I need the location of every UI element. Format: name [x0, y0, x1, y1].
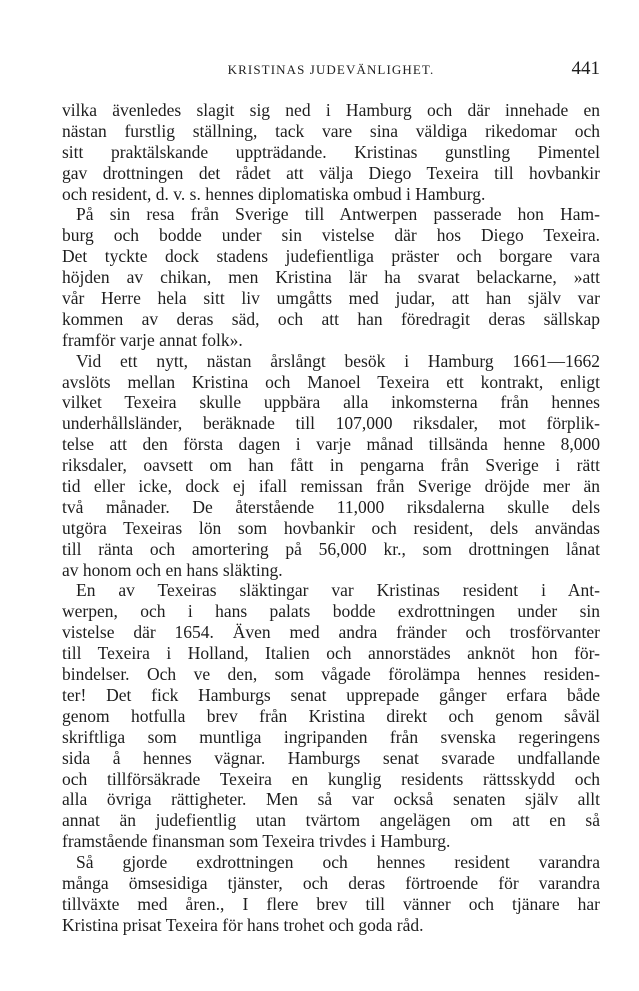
text-line: utgöra Texeiras lön som hovbankir och resident, dels användas [62, 517, 600, 538]
text-line: ter! Det fick Hamburgs senat upprepade gånger erfara både [62, 684, 600, 705]
page-header [62, 54, 600, 86]
text-line: nästan furstlig ställning, tack vare sina väldiga rikedomar och [62, 120, 600, 141]
text-line: skriftliga som muntliga ingripanden från svenska regeringens [62, 726, 600, 747]
text-line: och tillförsäkrade Texeira en kunglig residents rättsskydd och [62, 768, 600, 789]
text-line: telse att den första dagen i varje månad tillsända henne 8,000 [62, 434, 600, 455]
text-line: underhållsländer, beräknade till 107,000 riksdaler, mot förplik- [62, 413, 600, 434]
text-line: avslöts mellan Kristina och Manoel Texeira ett kontrakt, enligt [62, 371, 600, 392]
page-number: 441 [571, 58, 600, 79]
text-line: gav drottningen det rådet att välja Diego Texeira till hovbankir [62, 162, 600, 183]
text-line: sida å hennes vägnar. Hamburgs senat svarade undfallande [62, 747, 600, 768]
text-line: av honom och en hans släkting. [62, 559, 283, 580]
text-line: vistelse där 1654. Även med andra fränder och trosförvanter [62, 622, 600, 643]
text-line: Kristina prisat Texeira för hans trohet och goda råd. [62, 914, 424, 935]
text-line: tillväxte med åren., I flere brev till vänner och tjänare har [62, 893, 600, 914]
text-line: vilket Texeira skulle uppbära alla inkomsterna från hennes [62, 392, 600, 413]
text-line: många ömsesidiga tjänster, och deras förtroende för varandra [62, 872, 600, 893]
text-line: På sin resa från Sverige till Antwerpen passerade hon Ham- [76, 204, 600, 225]
text-line: vilka ävenledes slagit sig ned i Hamburg och där innehade en [62, 100, 600, 120]
text-line: framför varje annat folk». [62, 329, 243, 350]
text-line: En av Texeiras släktingar var Kristinas resident i Ant- [76, 580, 600, 601]
book-page [62, 54, 600, 936]
text-line: till ränta och amortering på 56,000 kr., som drottningen lånat [62, 538, 600, 559]
text-line: till Texeira i Holland, Italien och annorstädes anknöt hon för- [62, 643, 600, 664]
text-line: framstående finansman som Texeira trivdes i Hamburg. [62, 831, 451, 852]
text-line: sitt praktälskande uppträdande. Kristinas gunstling Pimentel [62, 141, 600, 162]
text-line: vår Herre hela sitt liv umgåtts med judar, att han själv var [62, 288, 600, 309]
text-line: genom hotfulla brev från Kristina direkt och genom såväl [62, 705, 600, 726]
text-line: tid eller icke, dock ej ifall remissan från Sverige dröjde mer än [62, 476, 600, 497]
text-line: höjden av chikan, men Kristina lär ha svarat belackarne, »att [62, 267, 600, 288]
text-line: alla övriga rättigheter. Men så var också senaten själv allt [62, 789, 600, 810]
text-line: bindelser. Och ve den, som vågade förolämpa hennes residen- [62, 664, 600, 685]
text-line: annat än judefientlig utan tvärtom angelägen om att en så [62, 810, 600, 831]
text-line: Så gjorde exdrottningen och hennes resident varandra [76, 852, 600, 873]
text-line: Vid ett nytt, nästan årslångt besök i Hamburg 1661—1662 [76, 350, 600, 371]
text-line: och resident, d. v. s. hennes diplomatiska ombud i Hamburg. [62, 183, 486, 204]
text-line: två månader. De återstående 11,000 riksdalerna skulle dels [62, 496, 600, 517]
body-text [62, 100, 600, 936]
text-line: kommen av deras säd, och att han föredragit deras sällskap [62, 308, 600, 329]
text-line: burg och bodde under sin vistelse där hos Diego Texeira. [62, 225, 600, 246]
running-title: KRISTINAS JUDEVÄNLIGHET. [227, 62, 435, 77]
text-line: Det tyckte dock stadens judefientliga präster och borgare vara [62, 246, 600, 267]
text-line: werpen, och i hans palats bodde exdrottningen under sin [62, 601, 600, 622]
text-line: riksdaler, oavsett om han fått in pengarna från Sverige i rätt [62, 455, 600, 476]
